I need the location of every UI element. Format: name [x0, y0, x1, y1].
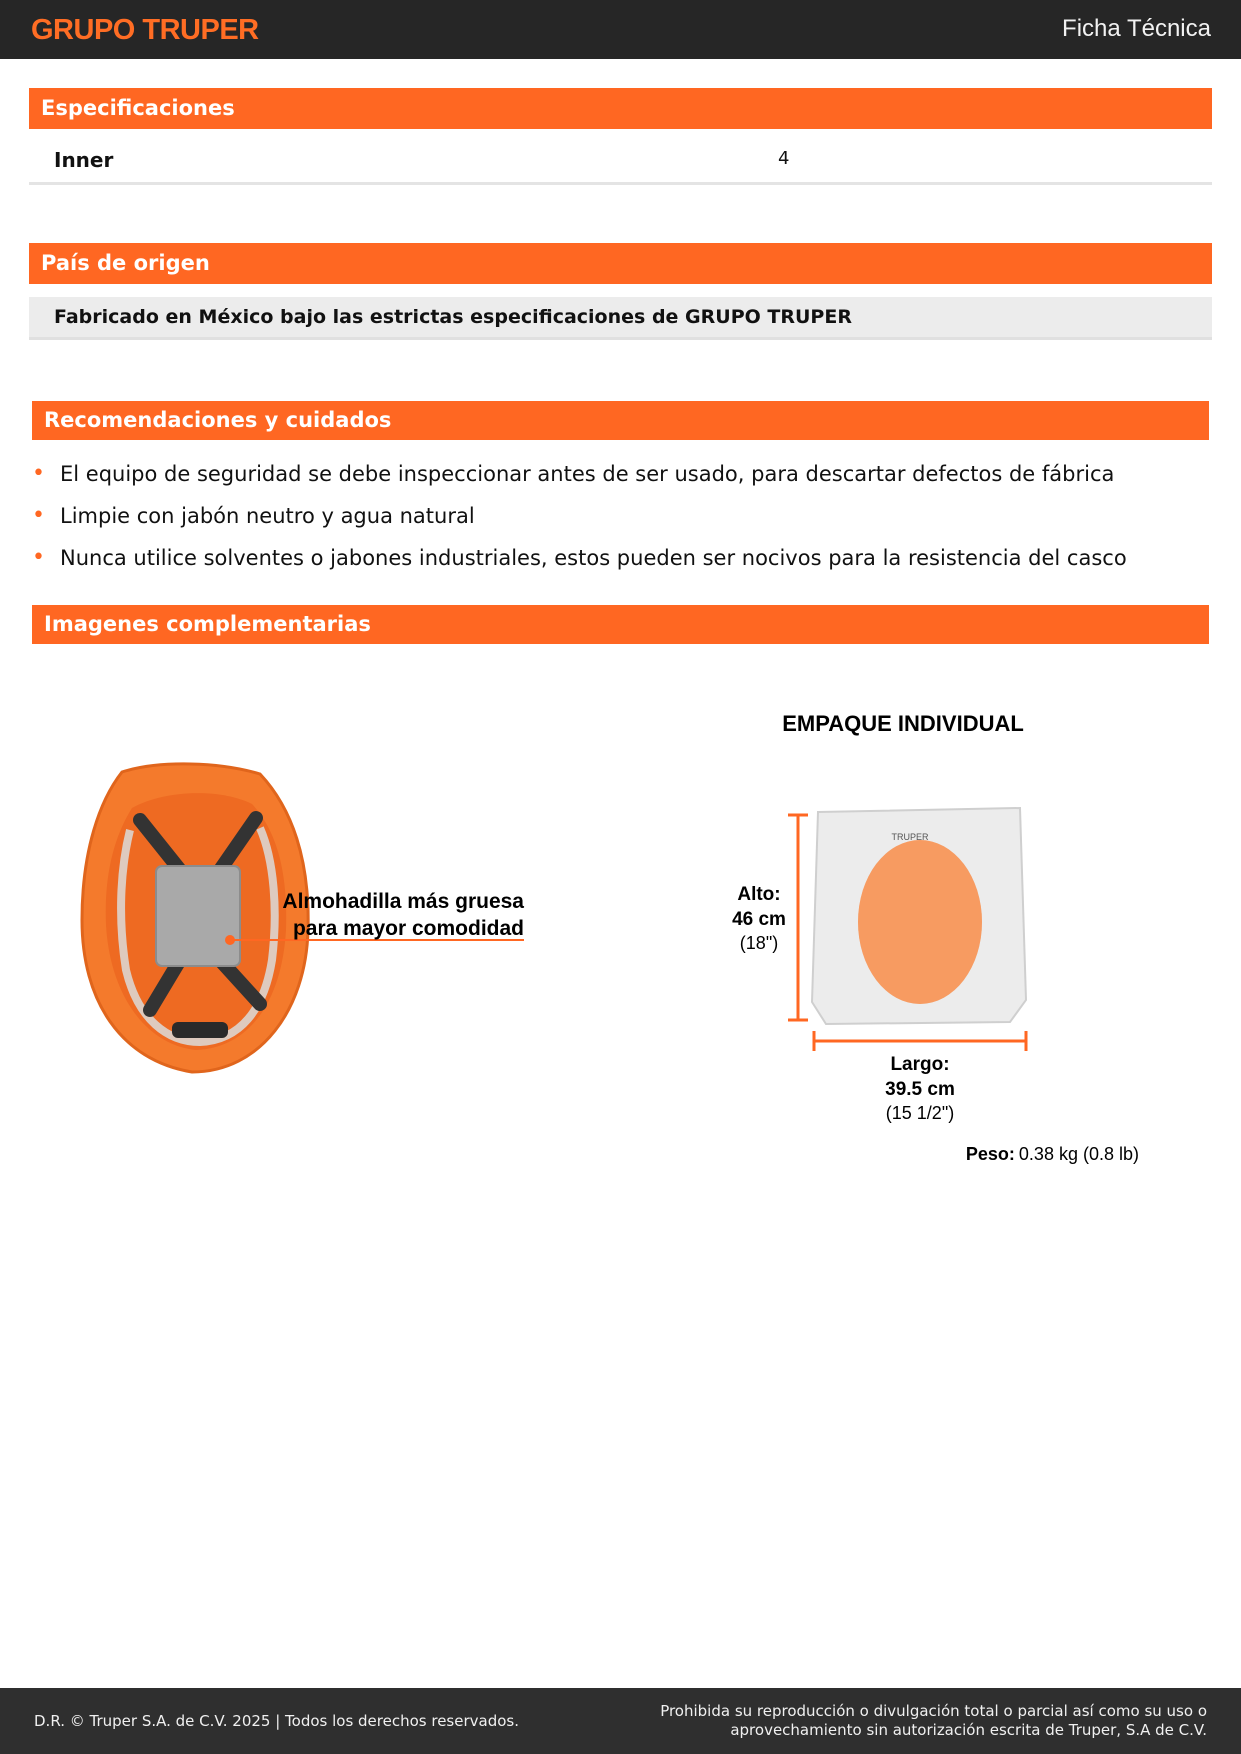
recommendations-list — [32, 458, 1127, 584]
weight-label: Peso: — [965, 1144, 1015, 1164]
footer-bar — [0, 1688, 1241, 1754]
weight-value: 0.38 kg (0.8 lb) — [1018, 1144, 1139, 1164]
spec-label: Inner — [54, 148, 114, 172]
list-item-text: Nunca utilice solventes o jabones industriales, estos pueden ser nocivos para la resistencia del casco — [60, 546, 1127, 570]
package-image — [720, 700, 1160, 1170]
height-label: Alto: — [737, 884, 781, 905]
helmet-callout-line1: Almohadilla más gruesa — [282, 890, 524, 913]
section-title: País de origen — [41, 251, 210, 275]
top-header-bar — [0, 0, 1241, 59]
origin-text: Fabricado en México bajo las estrictas especificaciones de GRUPO TRUPER — [54, 306, 852, 328]
section-title: Especificaciones — [41, 96, 235, 120]
legal-notice — [647, 1702, 1207, 1740]
section-header-recomendaciones — [32, 401, 1209, 440]
bag-brand: TRUPER — [891, 832, 929, 842]
legal-notice-line1: Prohibida su reproducción o divulgación total o parcial así como su uso o — [660, 1702, 1207, 1720]
helmet-underside-image — [60, 760, 550, 1080]
weight-text — [966, 1144, 1139, 1164]
list-item-text: El equipo de seguridad se debe inspeccionar antes de ser usado, para descartar defectos de fábrica — [60, 462, 1115, 486]
spec-value: 4 — [778, 148, 790, 169]
length-value: 39.5 cm — [885, 1079, 955, 1100]
height-inches: (18") — [739, 933, 779, 953]
section-header-pais-origen — [29, 243, 1212, 284]
legal-notice-line2: aprovechamiento sin autorización escrita de Truper, S.A de C.V. — [730, 1721, 1207, 1739]
spec-row — [29, 133, 1212, 185]
origin-row — [29, 297, 1212, 340]
helmet-callout-line2: para mayor comodidad — [292, 917, 524, 940]
height-value: 46 cm — [732, 909, 786, 930]
section-header-especificaciones — [29, 88, 1212, 129]
bullet-icon: • — [32, 503, 45, 528]
list-item — [32, 458, 1127, 500]
section-title: Imagenes complementarias — [44, 612, 371, 636]
section-title: Recomendaciones y cuidados — [44, 408, 392, 432]
list-item-text: Limpie con jabón neutro y agua natural — [60, 504, 475, 528]
length-inches: (15 1/2") — [885, 1103, 955, 1123]
package-heading: EMPAQUE INDIVIDUAL — [782, 711, 1024, 736]
copyright-text: D.R. © Truper S.A. de C.V. 2025 | Todos los derechos reservados. — [34, 1712, 519, 1730]
section-header-imagenes — [32, 605, 1209, 644]
list-item — [32, 500, 1127, 542]
bullet-icon: • — [32, 545, 45, 570]
bullet-icon: • — [32, 461, 45, 486]
document-title: Ficha Técnica — [1062, 15, 1211, 42]
list-item — [32, 542, 1127, 584]
brand-logo: GRUPO TRUPER — [31, 14, 259, 46]
length-label: Largo: — [890, 1054, 950, 1075]
